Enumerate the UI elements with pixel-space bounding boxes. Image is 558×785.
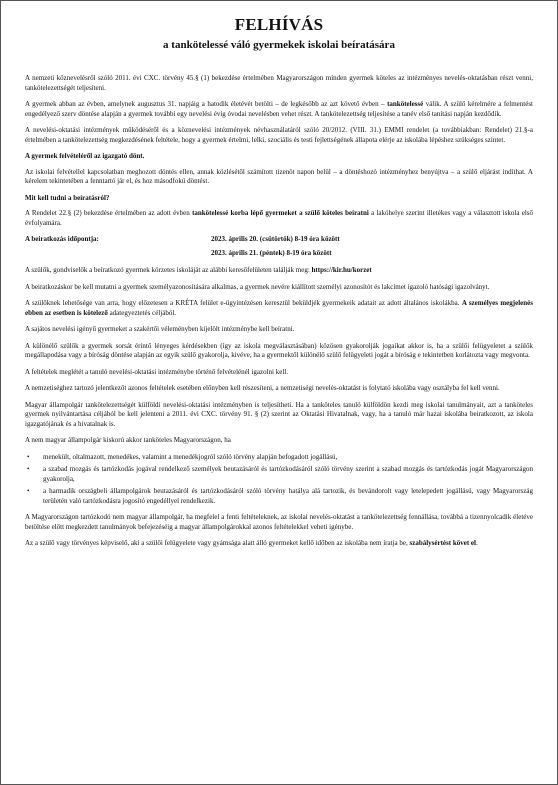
paragraph-non-citizen-education: A Magyarországon tartózkodó nem magyar állampolgár, ha megfelel a fenti feltételeknek, az iskolai nevelés-oktatást a tankötelezettség fennállása, továbbá a tizennyolcadik életéve betöltése előtt megkezdett tanulmányok befejezéséig a magyar állampolgárokkal azonos feltételekkel veheti igénybe. xyxy=(25,513,533,531)
list-item: • a szabad mozgás és tartózkodás jogával rendelkező személyek beutazásáról és tartózkodásáról szóló törvény szerint a szabad mozgás és tartózkodás jogát Magyarországon gyakorolja, xyxy=(27,465,533,483)
paragraph-kreta: A szülőknek lehetősége van arra, hogy előzetesen a KRÉTA felület e-ügyintézésen keresztül beküldjék gyermekeik adatait az adott általános iskolákba. A személyes megjelenés ebben az esetben is kötelező adategyeztetés céljából. xyxy=(25,299,533,317)
paragraph-abroad: Magyar állampolgár tankötelezettségét külföldi nevelési-oktatási intézményben is teljesítheti. Ha a tanköteles tanuló külföldön kezdi meg iskolai tanulmányait, azt a tanköteles gyermek nyilvántartása céljából be kell jelenteni a 2011. évi CXC. törvény 91. § (2) szerint az Oktatási Hivatalnak, vagy, ha a tanuló már hazai iskolába beiratkozott, az iskola igazgatójának és a hivatalnak is. xyxy=(25,400,533,428)
paragraph-nationality: A nemzetiséghez tartozó jelentkezőt azonos feltételek esetében előnyben kell részesíteni, a nemzetiségi nevelés-oktatást is folytató iskolába vagy osztályba fel kell venni. xyxy=(25,384,500,392)
paragraph-non-citizen: A nem magyar állampolgár kiskorú akkor tanköteles Magyarországon, ha xyxy=(25,436,231,444)
paragraph-school-age: A gyermek abban az évben, amelynek augusztus 31. napjáig a hatodik életévét betölti – de legkésőbb az azt követő évben – tankötelessé válik. A szülő kérelmére a felmentést engedélyező szerv döntése alapján a gyermek további egy nevelési évig óvodai nevelésben vehet részt. A tankötelezettség teljesítése a tanév első tanítási napján kezdődik. xyxy=(25,100,534,118)
list-item: • a harmadik országbeli állampolgárok beutazásáról és tartózkodásáról szóló törvény hatálya alá tartozik, és bevándorolt vagy letelepedett jogállású, vagy Magyarország területén való tartózkodásra jogosító engedéllyel rendelkezik. xyxy=(27,487,533,505)
enrollment-date-2: 2023. április 21. (péntek) 8-19 óra között xyxy=(211,248,332,257)
document-subtitle: a tankötelessé váló gyermekek iskolai beíratására xyxy=(163,39,395,51)
bullet-icon: • xyxy=(27,452,30,461)
bullet-icon: • xyxy=(27,465,30,473)
enrollment-date-1: 2023. április 20. (csütörtök) 8-19 óra között xyxy=(211,235,340,243)
paragraph-offence: Az a szülő vagy törvényes képviselő, aki a szülői felügyelete vagy gyámsága alatt álló gyermeket kellő időben az iskolába nem íratja be, szabálysértést követ el. xyxy=(25,539,478,547)
paragraph-district-search: A szülők, gondviselők a beíratkozó gyermek körzetes iskoláját az alábbi keresőfelületen találják meg: https://kir.hu/korzet xyxy=(25,266,372,274)
paragraph-obligation: A Rendelet 22.§ (2) bekezdése értelmében az adott évben tankötelessé korba lépő gyermeket a szülő köteles beíratni a lakóhelye szerint illetékes vagy a választott iskola első évfolyamára. xyxy=(25,209,533,227)
paragraph-conditions: A feltételek meglétét a tanuló nevelési-oktatási intézménybe történő felvételénél igazolni kell. xyxy=(25,367,288,376)
enrollment-label: A beiratkozás időpontja: xyxy=(25,235,99,243)
enrollment-dates xyxy=(25,235,533,258)
paragraph-special-needs: A sajátos nevelési igényű gyermeket a szakértői véleményben kijelölt intézménybe kell beíratni. xyxy=(25,325,295,333)
district-search-link[interactable]: https://kir.hu/korzet xyxy=(311,266,372,274)
paragraph-separated-parents: A különélő szülők a gyermek sorsát érintő lényeges kérdésekben (így az iskola megválasztásában) közösen gyakorolják jogaikat akkor is, ha a szülői felügyeletet a szülők megállapodása vagy a bíróság döntése alapján az egyik szülő gyakorolja, kivéve, ha a gyermektől különélő szülő felügyeleti jogát a bíróság e tekintetben korlátozta vagy megvonta. xyxy=(25,341,533,359)
document-body xyxy=(25,15,533,556)
paragraph-appeal: Az iskolai felvétellel kapcsolatban meghozott döntés ellen, annak közlésétől számított tizenöt napon belül – a döntéshozó intézményhez benyújtva – a szülő eljárást indíthat. A kérelem tekintetében a fenntartó jár el, és hoz másodfokú döntést. xyxy=(25,167,533,185)
heading-principal-decides: A gyermek felvételéről az igazgató dönt. xyxy=(25,152,145,160)
list-item: • menekült, oltalmazott, menedékes, valamint a menedékjogról szóló törvény alapján befogadott jogállású, xyxy=(27,452,338,461)
non-citizen-conditions-list xyxy=(25,453,533,507)
paragraph-id-documents: A beiratkozáskor be kell mutatni a gyermek személyazonosítására alkalmas, a gyermek nevére kiállított személyi azonosítót és lakcímet igazoló hatósági igazolványt. xyxy=(25,282,490,291)
paragraph-law: A nemzeti köznevelésről szóló 2011. évi CXC. törvény 45.§ (1) bekezdése értelmében Magyarországon minden gyermek köteles az intézményes nevelés-oktatásban részt venni, tankötelezettségét teljesíteni. xyxy=(25,74,533,92)
paragraph-regulation: A nevelési-oktatási intézmények működéséről és a köznevelési intézmények névhasználatáról szóló 20/2012. (VIII. 31.) EMMI rendelet (a továbbiakban: Rendelet) 21.§-a értelmében a tankötelezettség megkezdésének feltétele, hogy a gyermek értelmi, lelki, szociális és testi fejlettségének állapota elérje az iskolába lépéshez szükséges szintet. xyxy=(25,126,533,144)
heading-what-to-know: Mit kell tudni a beíratásról? xyxy=(25,193,110,202)
bullet-icon: • xyxy=(27,487,30,495)
document-title: FELHÍVÁS xyxy=(234,15,324,34)
